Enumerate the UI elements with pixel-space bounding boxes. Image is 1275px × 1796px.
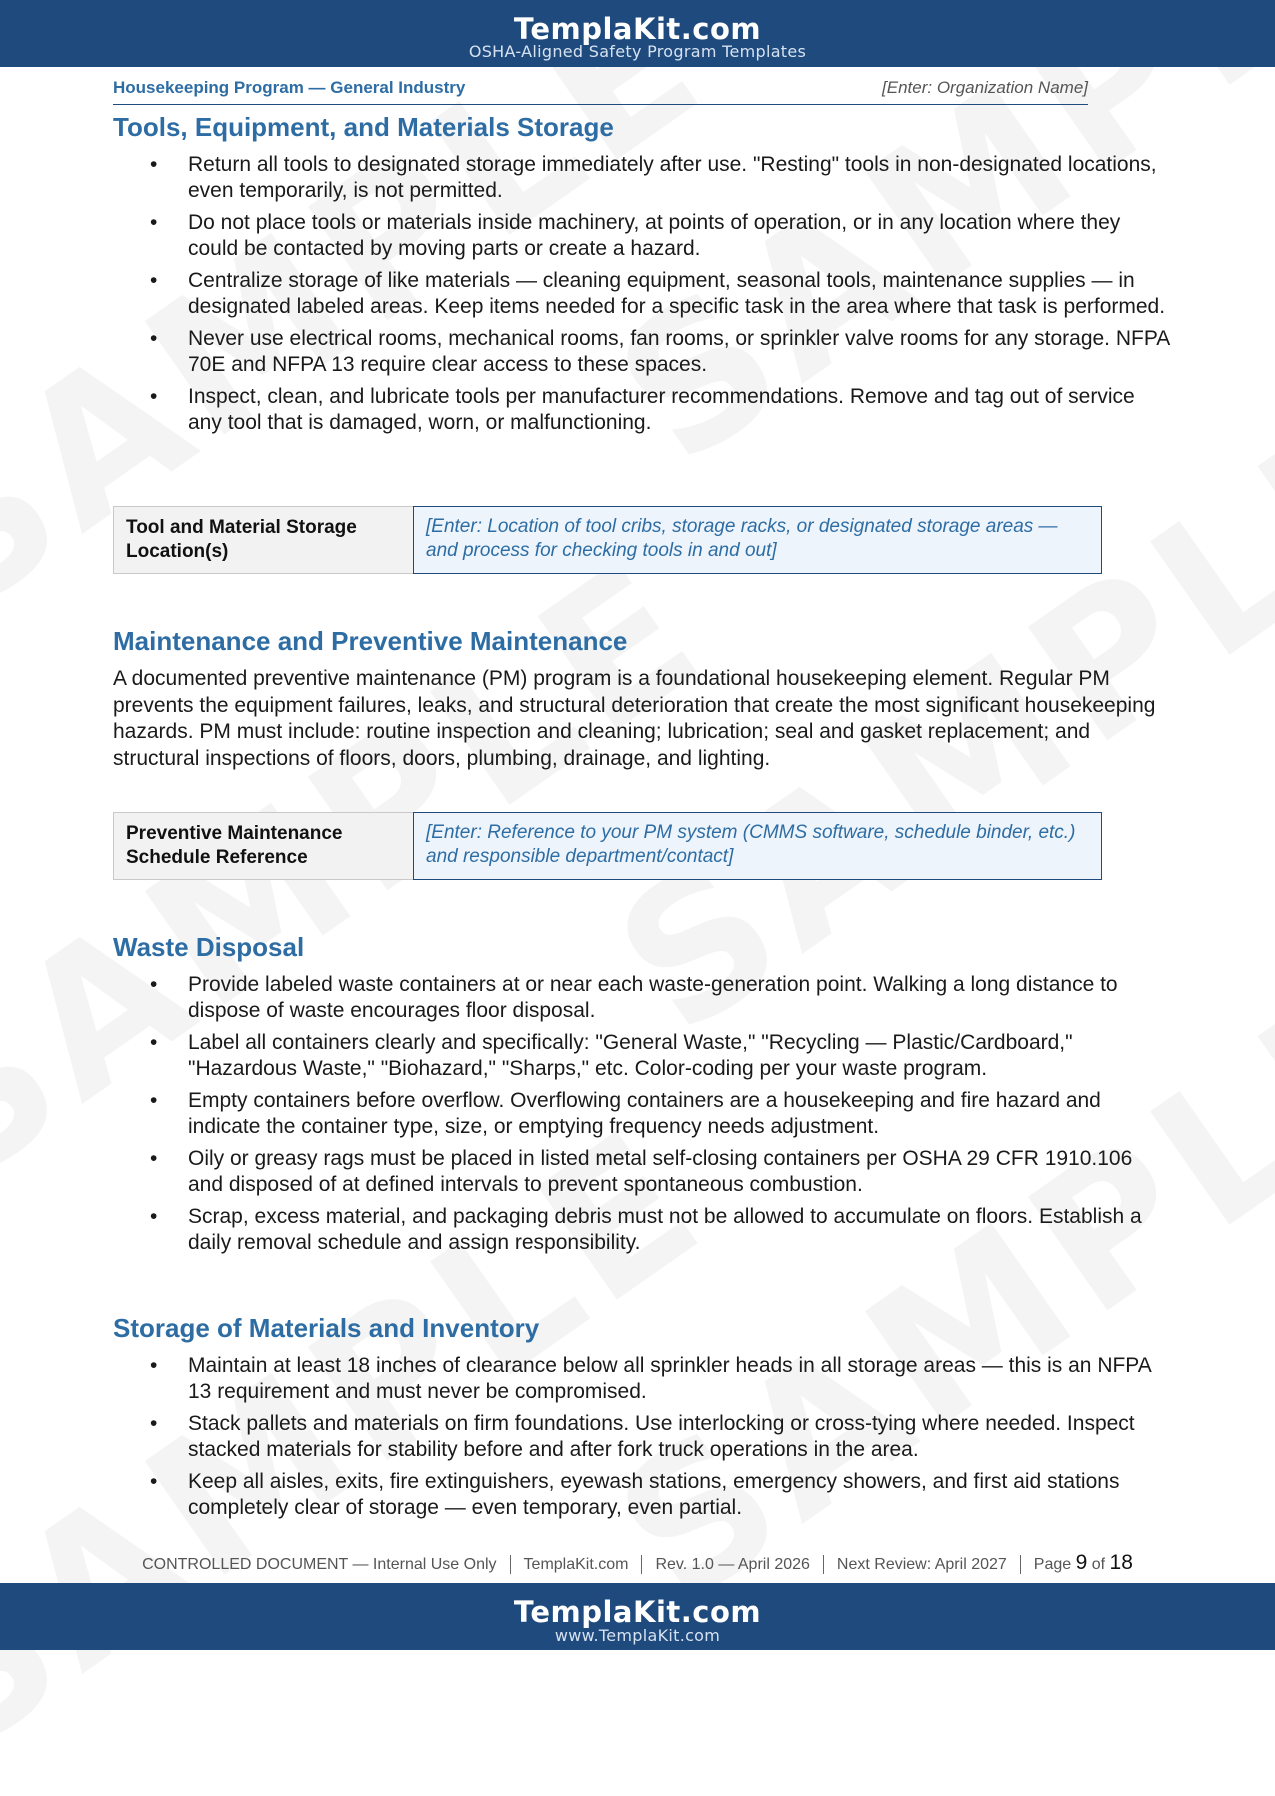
field-label: Preventive Maintenance Schedule Reference xyxy=(126,823,343,868)
list-item: • Keep all aisles, exits, fire extinguishers, eyewash stations, emergency showers, and first aid stations completely clear of storage — even temporary, even partial. xyxy=(113,1469,1173,1521)
banner-tagline: OSHA-Aligned Safety Program Templates xyxy=(468,42,807,61)
field-label: Tool and Material Storage Location(s) xyxy=(126,517,357,562)
list-item: • Maintain at least 18 inches of clearance below all sprinkler heads in all storage areas — this is an NFPA 13 requirement and must never be compromised. xyxy=(113,1353,1173,1405)
organization-placeholder: [Enter: Organization Name] xyxy=(882,78,1088,97)
top-banner xyxy=(0,0,1275,67)
pm-schedule-field xyxy=(113,812,1091,880)
page-footer xyxy=(0,1551,1275,1579)
list-item: • Return all tools to designated storage immediately after use. "Resting" tools in non-designated locations, even temporarily, is not permitted. xyxy=(113,152,1173,204)
section-heading-tools: Tools, Equipment, and Materials Storage xyxy=(113,112,614,142)
tool-storage-field xyxy=(113,506,1091,574)
banner-brand: TemplaKit.com xyxy=(513,1595,762,1629)
section-heading-waste: Waste Disposal xyxy=(113,932,305,962)
maintenance-paragraph: A documented preventive maintenance (PM) program is a foundational housekeeping element. Regular PM prevents the equipment failures, leaks, and structural deterioration that create the most significant housekeeping hazards. PM must include: routine inspection and cleaning; lubrication; seal and gasket replacement; and structural inspections of floors, doors, plumbing, drainage, and lighting. xyxy=(113,667,1156,770)
tool-storage-input[interactable]: [Enter: Location of tool cribs, storage racks, or designated storage areas — and process for checking tools in and out] xyxy=(413,506,1102,574)
of-word: of xyxy=(1091,1556,1106,1573)
revision-info: Rev. 1.0 — April 2026 xyxy=(655,1556,810,1573)
page-total: 18 xyxy=(1109,1551,1133,1574)
list-item: • Inspect, clean, and lubricate tools per manufacturer recommendations. Remove and tag out of service any tool that is damaged, worn, or malfunctioning. xyxy=(113,384,1173,436)
list-item: • Stack pallets and materials on firm foundations. Use interlocking or cross-tying where needed. Inspect stacked materials for stability before and after fork truck operations in the area. xyxy=(113,1411,1173,1463)
list-item: • Do not place tools or materials inside machinery, at points of operation, or in any location where they could be contacted by moving parts or create a hazard. xyxy=(113,210,1173,262)
list-item: • Oily or greasy rags must be placed in listed metal self-closing containers per OSHA 29 CFR 1910.106 and disposed of at defined intervals to prevent spontaneous combustion. xyxy=(113,1146,1173,1198)
page-number: 9 xyxy=(1075,1551,1088,1574)
footer-site: TemplaKit.com xyxy=(523,1556,629,1573)
website-url[interactable]: www.TemplaKit.com xyxy=(554,1626,721,1645)
waste-bullet-list xyxy=(113,972,1173,1262)
banner-brand: TemplaKit.com xyxy=(513,12,762,46)
footer-divider xyxy=(510,1555,511,1574)
storage-bullet-list xyxy=(113,1353,1173,1527)
page-word: Page xyxy=(1033,1556,1072,1573)
tools-bullet-list xyxy=(113,152,1173,442)
footer-divider xyxy=(1020,1555,1021,1574)
next-review: Next Review: April 2027 xyxy=(836,1556,1007,1573)
footer-divider xyxy=(641,1555,642,1574)
bottom-banner xyxy=(0,1583,1275,1650)
list-item: • Provide labeled waste containers at or near each waste-generation point. Walking a long distance to dispose of waste encourages floor disposal. xyxy=(113,972,1173,1024)
list-item: • Centralize storage of like materials — cleaning equipment, seasonal tools, maintenance supplies — in designated labeled areas. Keep items needed for a specific task in the area where that task is performed. xyxy=(113,268,1173,320)
document-title: Housekeeping Program — General Industry xyxy=(113,78,466,97)
pm-schedule-input[interactable]: [Enter: Reference to your PM system (CMMS software, schedule binder, etc.) and responsible department/contact] xyxy=(413,812,1102,880)
list-item: • Empty containers before overflow. Overflowing containers are a housekeeping and fire hazard and indicate the container type, size, or emptying frequency needs adjustment. xyxy=(113,1088,1173,1140)
list-item: • Scrap, excess material, and packaging debris must not be allowed to accumulate on floors. Establish a daily removal schedule and assign responsibility. xyxy=(113,1204,1173,1256)
footer-divider xyxy=(823,1555,824,1574)
running-header xyxy=(113,78,1088,105)
list-item: • Never use electrical rooms, mechanical rooms, fan rooms, or sprinkler valve rooms for any storage. NFPA 70E and NFPA 13 require clear access to these spaces. xyxy=(113,326,1173,378)
section-heading-maintenance: Maintenance and Preventive Maintenance xyxy=(113,626,628,656)
section-heading-storage: Storage of Materials and Inventory xyxy=(113,1313,540,1343)
controlled-document-notice: CONTROLLED DOCUMENT — Internal Use Only xyxy=(142,1556,497,1573)
list-item: • Label all containers clearly and specifically: "General Waste," "Recycling — Plastic/Cardboard," "Hazardous Waste," "Biohazard," "Sharps," etc. Color-coding per your waste program. xyxy=(113,1030,1173,1082)
